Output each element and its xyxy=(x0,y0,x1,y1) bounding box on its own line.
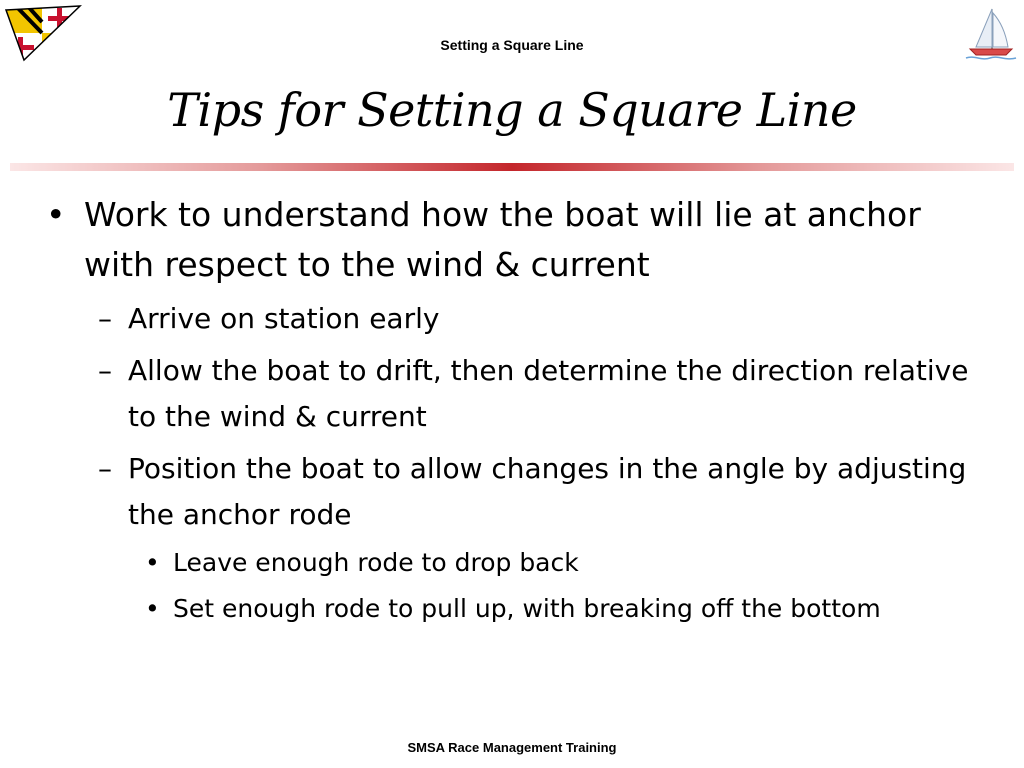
dash-marker: – xyxy=(98,452,112,485)
sub-bullet-item xyxy=(40,446,990,538)
bullet-text: Allow the boat to drift, then determine the direction relative to the wind & current xyxy=(128,354,969,433)
sub-bullet-item xyxy=(40,348,990,440)
footer-label: SMSA Race Management Training xyxy=(407,740,617,755)
title-divider xyxy=(10,163,1014,171)
slide-title: Tips for Setting a Square Line xyxy=(167,83,857,137)
bullet-text: Arrive on station early xyxy=(128,302,440,335)
bullet-text: Work to understand how the boat will lie at anchor with respect to the wind & current xyxy=(84,195,921,284)
maryland-flag-burgee-icon xyxy=(2,2,82,64)
dash-marker: – xyxy=(98,354,112,387)
sub-sub-bullet-item xyxy=(40,588,990,630)
bullet-text: Set enough rode to pull up, with breaking off the bottom xyxy=(173,594,881,623)
bullet-text: Position the boat to allow changes in the angle by adjusting the anchor rode xyxy=(128,452,967,531)
header-label: Setting a Square Line xyxy=(440,37,584,53)
bullet-item xyxy=(40,190,990,290)
sub-sub-bullet-item xyxy=(40,542,990,584)
bullet-marker: • xyxy=(145,548,160,577)
dash-marker: – xyxy=(98,302,112,335)
sub-bullet-item xyxy=(40,296,990,342)
sailboat-icon xyxy=(962,3,1020,63)
bullet-marker: • xyxy=(46,195,66,234)
bullet-list xyxy=(40,190,990,630)
bullet-marker: • xyxy=(145,594,160,623)
bullet-text: Leave enough rode to drop back xyxy=(173,548,579,577)
